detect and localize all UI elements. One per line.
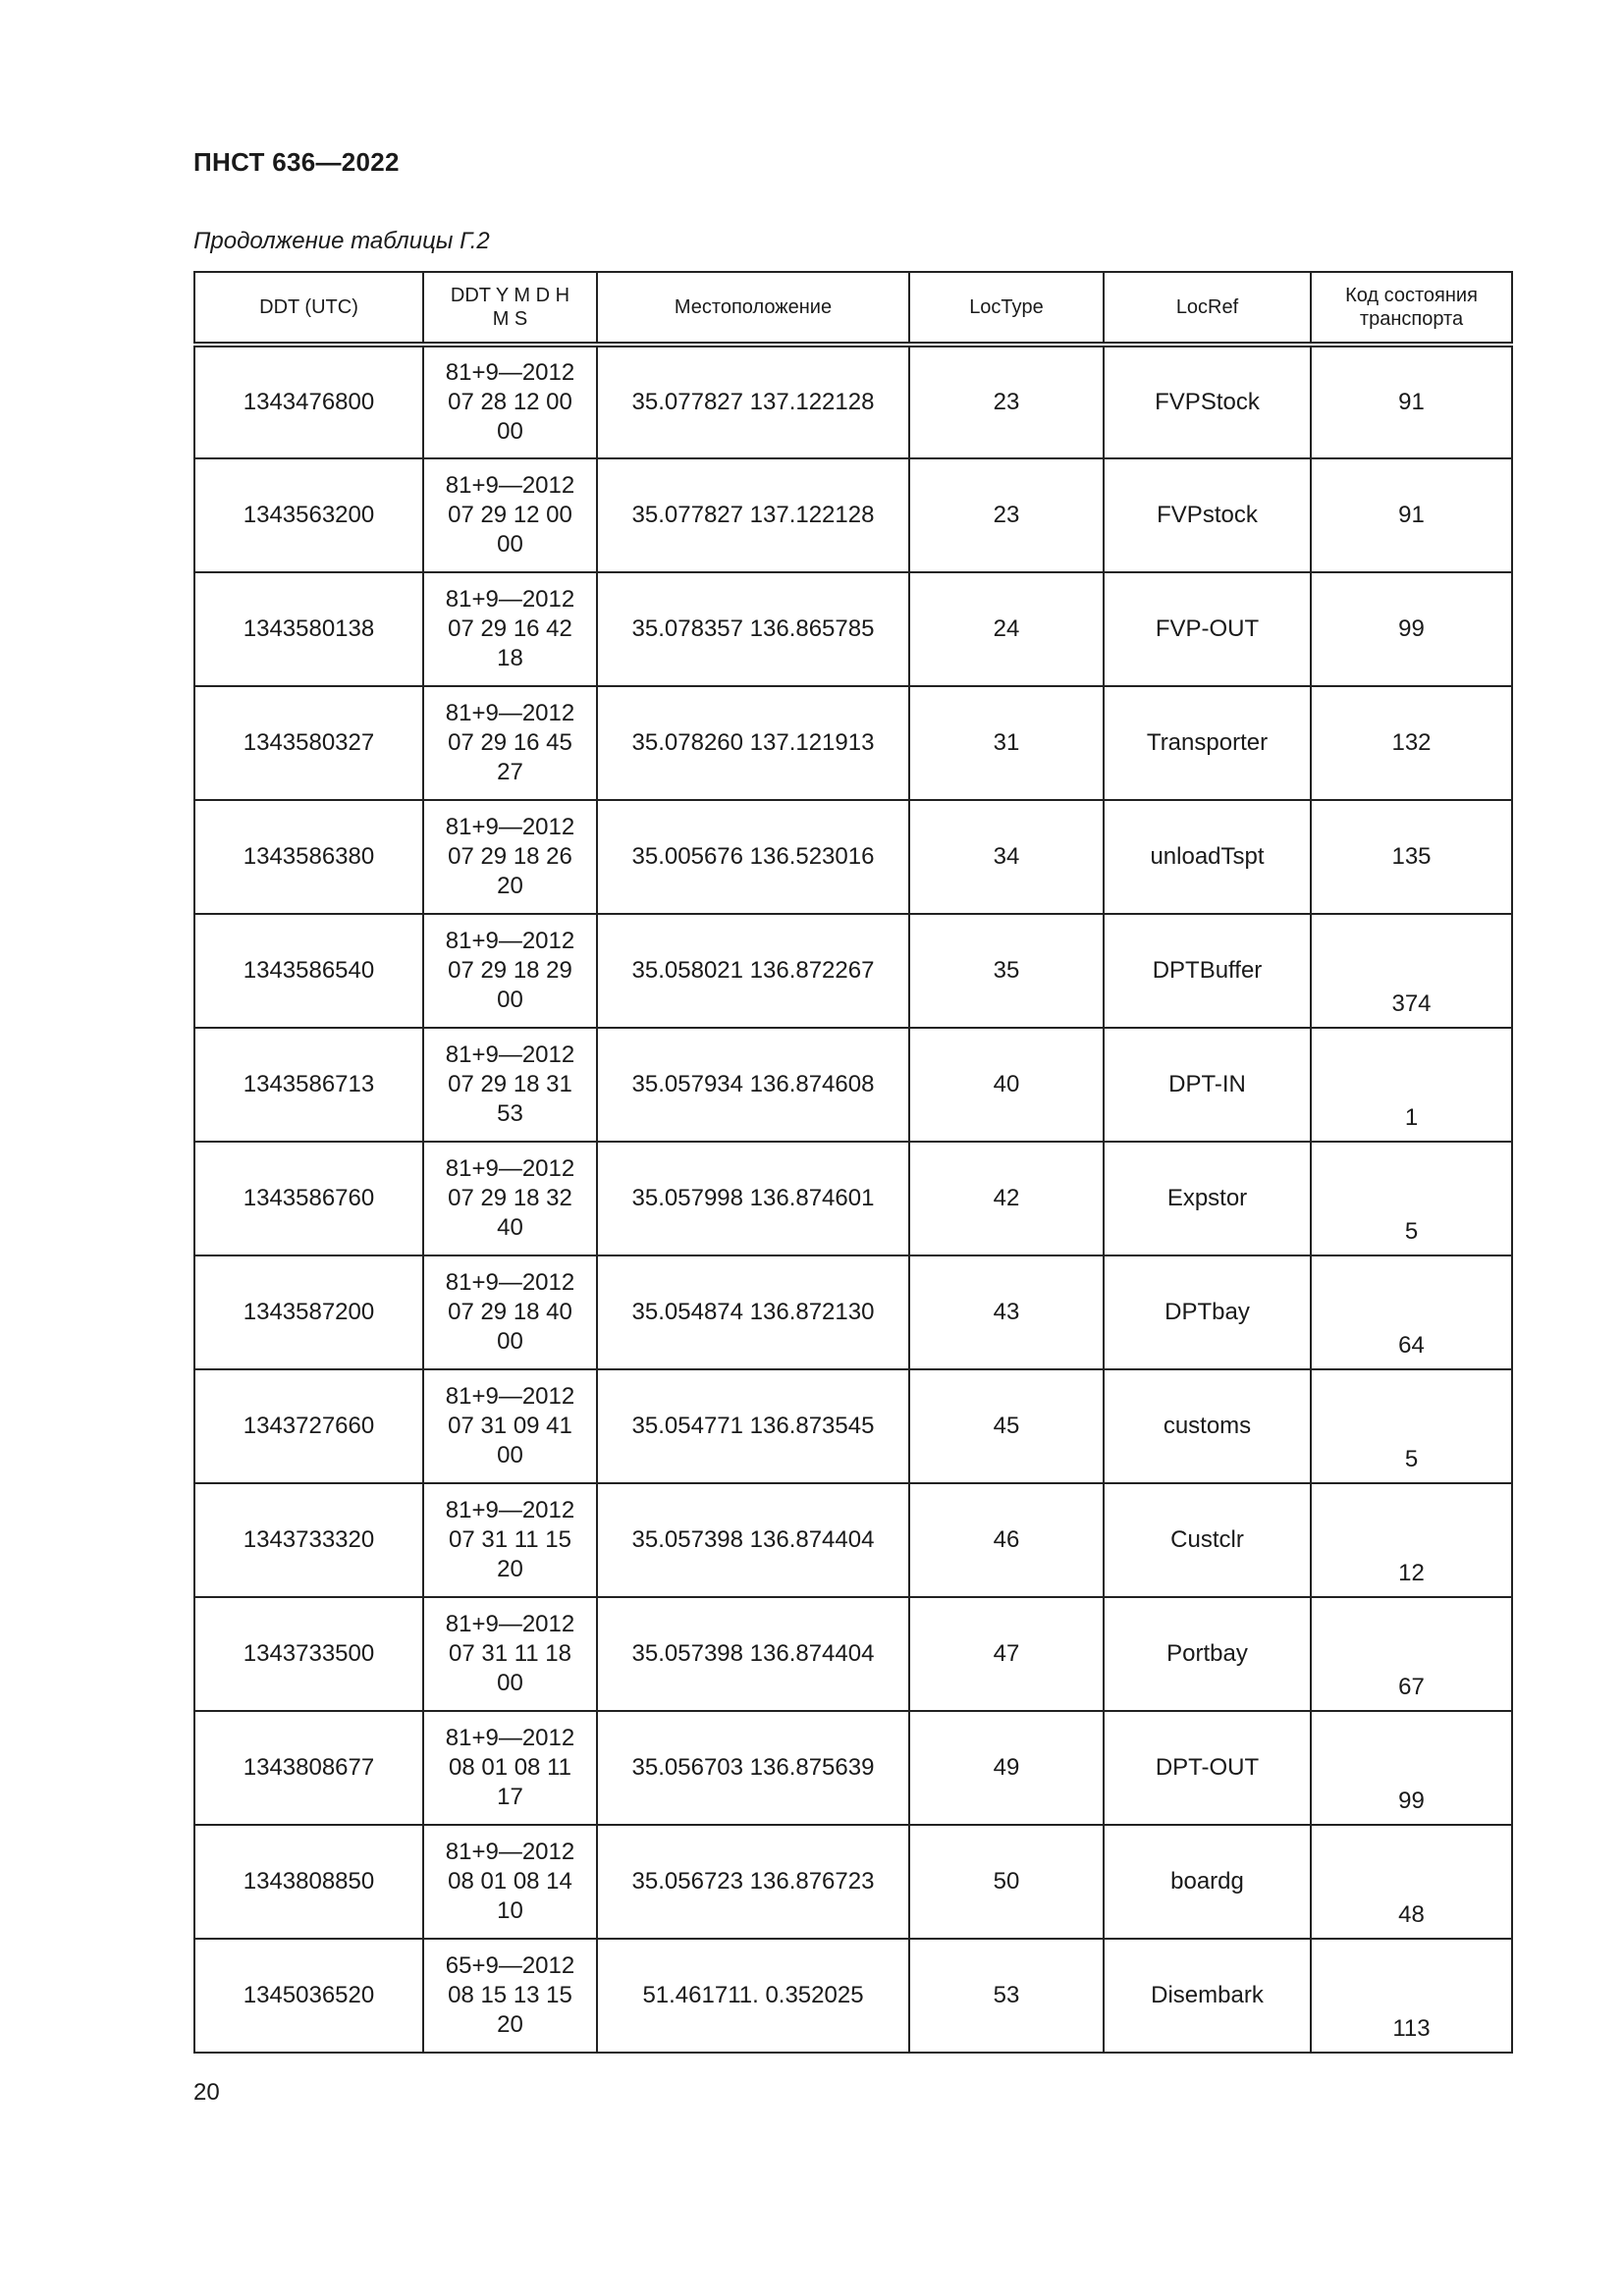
- table-caption: Продолжение таблицы Г.2: [193, 228, 490, 254]
- cell-ddt: 1343586713: [194, 1028, 423, 1142]
- cell-location: 35.057398 136.874404: [597, 1483, 909, 1597]
- cell-datetime-line1: 65+9—2012: [445, 1952, 575, 1979]
- cell-datetime-line3: 20: [497, 873, 523, 899]
- cell-locref: unloadTspt: [1104, 800, 1311, 914]
- cell-locref: Custclr: [1104, 1483, 1311, 1597]
- cell-datetime-line3: 00: [497, 418, 523, 445]
- cell-loctype: 53: [909, 1939, 1104, 2053]
- table-row: [194, 1483, 1512, 1597]
- cell-status: 91: [1311, 345, 1512, 458]
- cell-datetime-line2: 07 29 16 45: [448, 729, 572, 756]
- cell-status: 12: [1311, 1483, 1512, 1597]
- cell-location: 35.054874 136.872130: [597, 1255, 909, 1369]
- cell-location: 35.056703 136.875639: [597, 1711, 909, 1825]
- cell-loctype: 35: [909, 914, 1104, 1028]
- cell-datetime: [423, 572, 597, 686]
- cell-datetime-line1: 81+9—2012: [445, 1383, 575, 1410]
- cell-status: 67: [1311, 1597, 1512, 1711]
- cell-datetime-line1: 81+9—2012: [445, 700, 575, 726]
- cell-loctype: 45: [909, 1369, 1104, 1483]
- cell-datetime-line2: 07 31 11 15: [448, 1526, 571, 1553]
- cell-datetime-line2: 07 29 16 42: [448, 615, 572, 642]
- header-ddt-utc: DDT (UTC): [194, 272, 423, 345]
- cell-location: 35.078260 137.121913: [597, 686, 909, 800]
- cell-locref: DPTbay: [1104, 1255, 1311, 1369]
- cell-datetime: [423, 686, 597, 800]
- table-row: [194, 800, 1512, 914]
- cell-loctype: 49: [909, 1711, 1104, 1825]
- cell-datetime-line3: 00: [497, 987, 523, 1013]
- cell-datetime: [423, 1825, 597, 1939]
- cell-ddt: 1343733500: [194, 1597, 423, 1711]
- cell-loctype: 34: [909, 800, 1104, 914]
- cell-ddt: 1343808850: [194, 1825, 423, 1939]
- cell-ddt: 1343586540: [194, 914, 423, 1028]
- cell-datetime-line3: 00: [497, 1442, 523, 1468]
- cell-status: 135: [1311, 800, 1512, 914]
- cell-status: 99: [1311, 1711, 1512, 1825]
- cell-datetime: [423, 458, 597, 572]
- cell-loctype: 23: [909, 458, 1104, 572]
- cell-loctype: 40: [909, 1028, 1104, 1142]
- cell-datetime-line2: 07 29 18 26: [448, 843, 572, 870]
- cell-datetime-line3: 53: [497, 1100, 523, 1127]
- table-row: [194, 1939, 1512, 2053]
- cell-datetime: [423, 1597, 597, 1711]
- cell-status: 1: [1311, 1028, 1512, 1142]
- header-ddt-ymdhms: [423, 272, 597, 345]
- cell-datetime-line1: 81+9—2012: [445, 1839, 575, 1865]
- cell-ddt: 1343586760: [194, 1142, 423, 1255]
- table-header: [194, 272, 1512, 345]
- cell-locref: boardg: [1104, 1825, 1311, 1939]
- cell-ddt: 1343476800: [194, 345, 423, 458]
- cell-locref: customs: [1104, 1369, 1311, 1483]
- cell-datetime: [423, 345, 597, 458]
- cell-ddt: 1343808677: [194, 1711, 423, 1825]
- cell-datetime-line3: 40: [497, 1214, 523, 1241]
- cell-datetime: [423, 1369, 597, 1483]
- cell-datetime-line2: 08 01 08 11: [448, 1754, 571, 1781]
- cell-datetime-line3: 17: [497, 1784, 523, 1810]
- cell-datetime-line2: 08 01 08 14: [448, 1868, 572, 1895]
- cell-datetime-line3: 20: [497, 2011, 523, 2038]
- header-locref: LocRef: [1104, 272, 1311, 345]
- cell-status: 132: [1311, 686, 1512, 800]
- cell-datetime-line1: 81+9—2012: [445, 1611, 575, 1637]
- table-row: [194, 1597, 1512, 1711]
- cell-location: 35.057998 136.874601: [597, 1142, 909, 1255]
- cell-datetime: [423, 914, 597, 1028]
- table-row: [194, 1711, 1512, 1825]
- cell-locref: DPT-IN: [1104, 1028, 1311, 1142]
- cell-datetime-line2: 08 15 13 15: [448, 1982, 572, 2008]
- cell-datetime-line1: 81+9—2012: [445, 586, 575, 613]
- cell-status: 64: [1311, 1255, 1512, 1369]
- table-row: [194, 458, 1512, 572]
- cell-datetime-line2: 07 29 18 31: [448, 1071, 572, 1097]
- header-status-line1: Код состояния: [1345, 285, 1478, 306]
- cell-locref: Expstor: [1104, 1142, 1311, 1255]
- page-number: 20: [193, 2079, 220, 2106]
- table-row: [194, 345, 1512, 458]
- cell-datetime-line3: 00: [497, 531, 523, 558]
- cell-location: 51.461711. 0.352025: [597, 1939, 909, 2053]
- header-location: Местоположение: [597, 272, 909, 345]
- cell-datetime: [423, 1483, 597, 1597]
- cell-datetime-line1: 81+9—2012: [445, 1155, 575, 1182]
- cell-locref: FVP-OUT: [1104, 572, 1311, 686]
- cell-loctype: 46: [909, 1483, 1104, 1597]
- cell-datetime-line1: 81+9—2012: [445, 1497, 575, 1523]
- cell-datetime-line2: 07 28 12 00: [448, 389, 572, 415]
- header-ddt-ymdhms-line2: M S: [492, 308, 528, 330]
- cell-location: 35.077827 137.122128: [597, 345, 909, 458]
- cell-datetime-line3: 27: [497, 759, 523, 785]
- cell-location: 35.078357 136.865785: [597, 572, 909, 686]
- cell-ddt: 1343733320: [194, 1483, 423, 1597]
- data-table: [193, 271, 1513, 2054]
- cell-datetime-line1: 81+9—2012: [445, 928, 575, 954]
- table-row: [194, 1825, 1512, 1939]
- table-row: [194, 1369, 1512, 1483]
- cell-status: 48: [1311, 1825, 1512, 1939]
- cell-datetime-line1: 81+9—2012: [445, 1269, 575, 1296]
- cell-location: 35.054771 136.873545: [597, 1369, 909, 1483]
- cell-datetime-line2: 07 31 09 41: [448, 1413, 572, 1439]
- cell-locref: Transporter: [1104, 686, 1311, 800]
- cell-loctype: 31: [909, 686, 1104, 800]
- cell-location: 35.056723 136.876723: [597, 1825, 909, 1939]
- cell-datetime-line2: 07 29 12 00: [448, 502, 572, 528]
- cell-datetime-line2: 07 31 11 18: [448, 1640, 571, 1667]
- cell-loctype: 47: [909, 1597, 1104, 1711]
- cell-datetime-line1: 81+9—2012: [445, 814, 575, 840]
- header-status-line2: транспорта: [1359, 308, 1464, 330]
- cell-status: 5: [1311, 1369, 1512, 1483]
- table-body: [194, 345, 1512, 2053]
- cell-datetime: [423, 1939, 597, 2053]
- cell-datetime: [423, 800, 597, 914]
- cell-ddt: 1343580327: [194, 686, 423, 800]
- cell-datetime-line2: 07 29 18 40: [448, 1299, 572, 1325]
- cell-locref: DPTBuffer: [1104, 914, 1311, 1028]
- cell-loctype: 24: [909, 572, 1104, 686]
- cell-datetime-line2: 07 29 18 29: [448, 957, 572, 984]
- cell-locref: Portbay: [1104, 1597, 1311, 1711]
- cell-status: 5: [1311, 1142, 1512, 1255]
- cell-ddt: 1343586380: [194, 800, 423, 914]
- cell-status: 91: [1311, 458, 1512, 572]
- cell-ddt: 1343727660: [194, 1369, 423, 1483]
- cell-location: 35.057934 136.874608: [597, 1028, 909, 1142]
- cell-ddt: 1343563200: [194, 458, 423, 572]
- table-row: [194, 1142, 1512, 1255]
- cell-datetime: [423, 1255, 597, 1369]
- cell-status: 374: [1311, 914, 1512, 1028]
- cell-datetime-line2: 07 29 18 32: [448, 1185, 572, 1211]
- cell-status: 113: [1311, 1939, 1512, 2053]
- table-row: [194, 1028, 1512, 1142]
- cell-loctype: 42: [909, 1142, 1104, 1255]
- cell-datetime-line3: 20: [497, 1556, 523, 1582]
- cell-datetime: [423, 1711, 597, 1825]
- cell-datetime-line1: 81+9—2012: [445, 1041, 575, 1068]
- header-ddt-ymdhms-line1: DDT Y M D H: [450, 285, 570, 306]
- cell-locref: FVPStock: [1104, 345, 1311, 458]
- cell-locref: FVPstock: [1104, 458, 1311, 572]
- cell-datetime-line3: 00: [497, 1328, 523, 1355]
- cell-ddt: 1343587200: [194, 1255, 423, 1369]
- header-loctype: LocType: [909, 272, 1104, 345]
- cell-datetime: [423, 1028, 597, 1142]
- cell-datetime-line3: 00: [497, 1670, 523, 1696]
- table-row: [194, 686, 1512, 800]
- cell-location: 35.057398 136.874404: [597, 1597, 909, 1711]
- cell-datetime: [423, 1142, 597, 1255]
- cell-datetime-line3: 10: [497, 1897, 523, 1924]
- table-row: [194, 572, 1512, 686]
- table-row: [194, 1255, 1512, 1369]
- cell-datetime-line1: 81+9—2012: [445, 1725, 575, 1751]
- cell-status: 99: [1311, 572, 1512, 686]
- cell-datetime-line3: 18: [497, 645, 523, 671]
- cell-loctype: 23: [909, 345, 1104, 458]
- cell-location: 35.005676 136.523016: [597, 800, 909, 914]
- cell-datetime-line1: 81+9—2012: [445, 472, 575, 499]
- document-code: ПНСТ 636—2022: [193, 147, 400, 177]
- cell-locref: Disembark: [1104, 1939, 1311, 2053]
- cell-ddt: 1345036520: [194, 1939, 423, 2053]
- table-row: [194, 914, 1512, 1028]
- cell-loctype: 50: [909, 1825, 1104, 1939]
- cell-location: 35.058021 136.872267: [597, 914, 909, 1028]
- cell-datetime-line1: 81+9—2012: [445, 359, 575, 386]
- cell-location: 35.077827 137.122128: [597, 458, 909, 572]
- header-status-code: [1311, 272, 1512, 345]
- cell-loctype: 43: [909, 1255, 1104, 1369]
- header-row: [194, 272, 1512, 345]
- cell-ddt: 1343580138: [194, 572, 423, 686]
- cell-locref: DPT-OUT: [1104, 1711, 1311, 1825]
